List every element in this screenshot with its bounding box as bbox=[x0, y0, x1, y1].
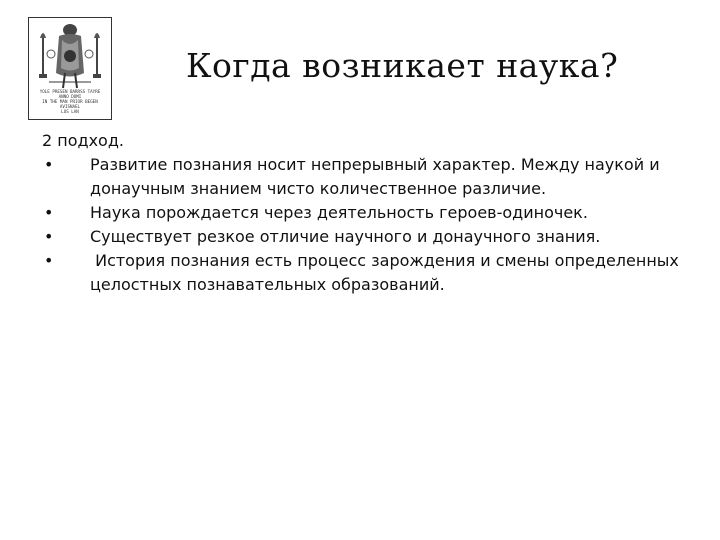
bullet-text: Наука порождается через деятельность героев-одиночек. bbox=[90, 203, 588, 222]
approach-heading: 2 подход. bbox=[42, 131, 124, 150]
bullet-item bbox=[42, 201, 682, 225]
bullet-item bbox=[42, 225, 682, 249]
bullet-icon: • bbox=[44, 203, 54, 222]
bullet-text: Развитие познания носит непрерывный характер. Между наукой и донаучным знанием чисто количественное различие. bbox=[90, 155, 660, 198]
bullet-item bbox=[42, 249, 682, 297]
svg-text:AVISNAEL: AVISNAEL bbox=[59, 104, 81, 109]
bullet-text: Существует резкое отличие научного и донаучного знания. bbox=[90, 227, 601, 246]
slide-body bbox=[42, 129, 682, 297]
alchemical-emblem-image bbox=[28, 17, 112, 120]
bullet-icon: • bbox=[44, 251, 54, 270]
bullet-text: История познания есть процесс зарождения и смены определенных целостных познавательных образований. bbox=[90, 251, 684, 294]
bullet-icon: • bbox=[44, 155, 54, 174]
emblem-engraving bbox=[29, 18, 111, 119]
svg-text:LOS LAN: LOS LAN bbox=[61, 109, 79, 114]
svg-text:YOLE PRESEN BARRSS TAYRE: YOLE PRESEN BARRSS TAYRE bbox=[39, 89, 101, 94]
svg-text:IN THE MAN PRIOR BEGEN: IN THE MAN PRIOR BEGEN bbox=[42, 99, 98, 104]
bullet-icon: • bbox=[44, 227, 54, 246]
slide-title: Когда возникает наука? bbox=[186, 46, 619, 85]
bullet-item bbox=[42, 153, 682, 201]
svg-text:ANNO DOMI: ANNO DOMI bbox=[58, 94, 82, 99]
bullet-list bbox=[42, 153, 682, 297]
